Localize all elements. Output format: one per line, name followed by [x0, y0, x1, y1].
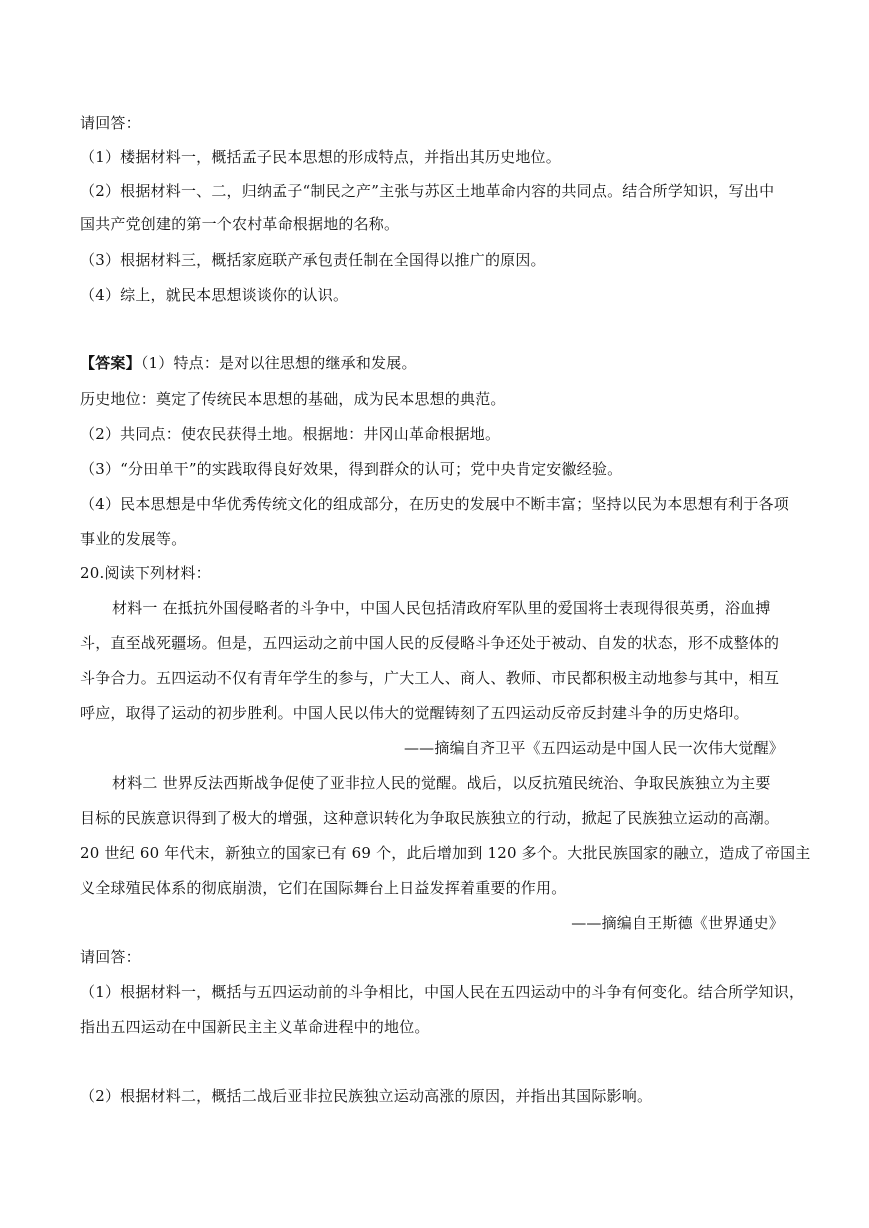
q19-item-2-cont: 国共产党创建的第一个农村革命根据地的名称。 — [80, 215, 400, 233]
q19-item-3: （3）根据材料三，概括家庭联产承包责任制在全国得以推广的原因。 — [80, 251, 546, 269]
material2-line: 义全球殖民体系的彻底崩溃，它们在国际舞台上日益发挥着重要的作用。 — [80, 879, 567, 897]
material1-line: 呼应，取得了运动的初步胜利。中国人民以伟大的觉醒铸刻了五四运动反帝反封建斗争的历史烙印。 — [80, 704, 749, 722]
answer-line: （2）共同点：使农民获得土地。根据地：井冈山革命根据地。 — [80, 425, 501, 443]
q19-item-4: （4）综上，就民本思想谈谈你的认识。 — [80, 286, 349, 304]
answer-line: 历史地位：奠定了传统民本思想的基础，成为民本思想的典范。 — [80, 390, 506, 408]
q20-heading: 20.阅读下列材料： — [80, 564, 211, 582]
q19-prompt: 请回答： — [80, 114, 141, 132]
answer-first-line — [80, 353, 800, 373]
material2-line: 目标的民族意识得到了极大的增强，这种意识转化为争取民族独立的行动，掀起了民族独立运动的高潮。 — [80, 809, 780, 827]
material2-line: 材料二 世界反法西斯战争促使了亚非拉人民的觉醒。战后，以反抗殖民统治、争取民族独立为主要 — [112, 774, 771, 792]
material1-line: 斗，直至战死疆场。但是，五四运动之前中国人民的反侵略斗争还处于被动、自发的状态，形不成整体的 — [80, 634, 780, 652]
answer-tag: 【答案】 — [80, 354, 141, 372]
q20-prompt: 请回答： — [80, 948, 141, 966]
q19-item-1: （1）楼据材料一，概括孟子民本思想的形成特点，并指出其历史地位。 — [80, 148, 561, 166]
answer-line: 事业的发展等。 — [80, 530, 187, 548]
answer-line: （3）“分田单干”的实践取得良好效果，得到群众的认可；党中央肯定安徽经验。 — [80, 460, 623, 478]
answer-item-1: （1）特点：是对以往思想的继承和发展。 — [140, 354, 417, 372]
material1-line: 材料一 在抵抗外国侵略者的斗争中，中国人民包括清政府军队里的爱国将士表现得很英勇，浴血搏 — [112, 599, 771, 617]
material1-line: 斗争合力。五四运动不仅有青年学生的参与，广大工人、商人、教师、市民都积极主动地参与其中，相互 — [80, 669, 780, 687]
q20-item-2: （2）根据材料二，概括二战后亚非拉民族独立运动高涨的原因，并指出其国际影响。 — [80, 1087, 653, 1105]
material2-source: ——摘编自王斯德《世界通史》 — [571, 914, 784, 932]
material1-source: ——摘编自齐卫平《五四运动是中国人民一次伟大觉醒》 — [403, 739, 784, 757]
q19-item-2: （2）根据材料一、二，归纳孟子“制民之产”主张与苏区土地革命内容的共同点。结合所学知识，写出中 — [80, 182, 775, 200]
answer-line: （4）民本思想是中华优秀传统文化的组成部分，在历史的发展中不断丰富；坚持以民为本思想有利于各项 — [80, 495, 789, 513]
q20-item-1: （1）根据材料一，概括与五四运动前的斗争相比，中国人民在五四运动中的斗争有何变化。结合所学知识， — [80, 983, 805, 1001]
material2-line: 20 世纪 60 年代末，新独立的国家已有 69 个，此后增加到 120 多个。大批民族国家的融立，造成了帝国主 — [80, 844, 811, 862]
q20-item-1-cont: 指出五四运动在中国新民主主义革命进程中的地位。 — [80, 1018, 430, 1036]
